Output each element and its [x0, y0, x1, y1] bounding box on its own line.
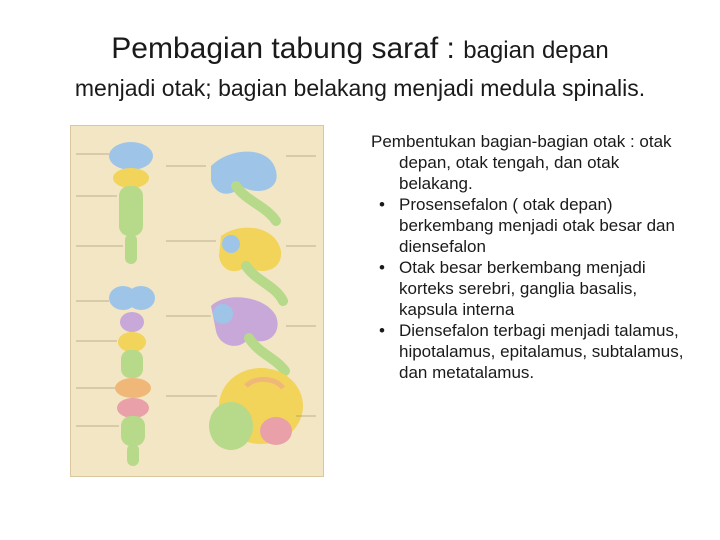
- title-main: Pembagian tabung saraf :: [111, 32, 464, 65]
- bullet-icon: •: [379, 258, 385, 277]
- title-line-1: [0, 30, 720, 68]
- brain-development-figure: [70, 125, 324, 477]
- lateral-view-3: [211, 297, 285, 371]
- bullet-list: [371, 194, 691, 383]
- slide-title: [0, 30, 720, 102]
- title-small: bagian depan: [463, 37, 609, 64]
- bullet-item: [371, 257, 691, 320]
- lateral-view-4: [209, 368, 303, 450]
- embryo-brain-development-illustration: [71, 126, 323, 476]
- slide-content: [371, 131, 691, 383]
- bullet-item: [371, 194, 691, 257]
- lateral-view-1: [211, 152, 277, 221]
- bullet-item: [371, 320, 691, 383]
- bullet-icon: •: [379, 321, 385, 340]
- dorsal-view-middle: [109, 286, 155, 378]
- bullet-icon: •: [379, 195, 385, 214]
- title-line-2: menjadi otak; bagian belakang menjadi medula spinalis.: [74, 74, 646, 101]
- bullet-text: Prosensefalon ( otak depan) berkembang menjadi otak besar dan diensefalon: [399, 195, 675, 256]
- lateral-view-2: [219, 228, 283, 301]
- bullet-text: Diensefalon terbagi menjadi talamus, hipotalamus, epitalamus, subtalamus, dan metatalamus.: [399, 321, 684, 382]
- dorsal-view-bottom: [115, 378, 151, 466]
- intro-paragraph: Pembentukan bagian-bagian otak : otak depan, otak tengah, dan otak belakang.: [371, 132, 672, 193]
- bullet-text: Otak besar berkembang menjadi korteks serebri, ganglia basalis, kapsula interna: [399, 258, 646, 319]
